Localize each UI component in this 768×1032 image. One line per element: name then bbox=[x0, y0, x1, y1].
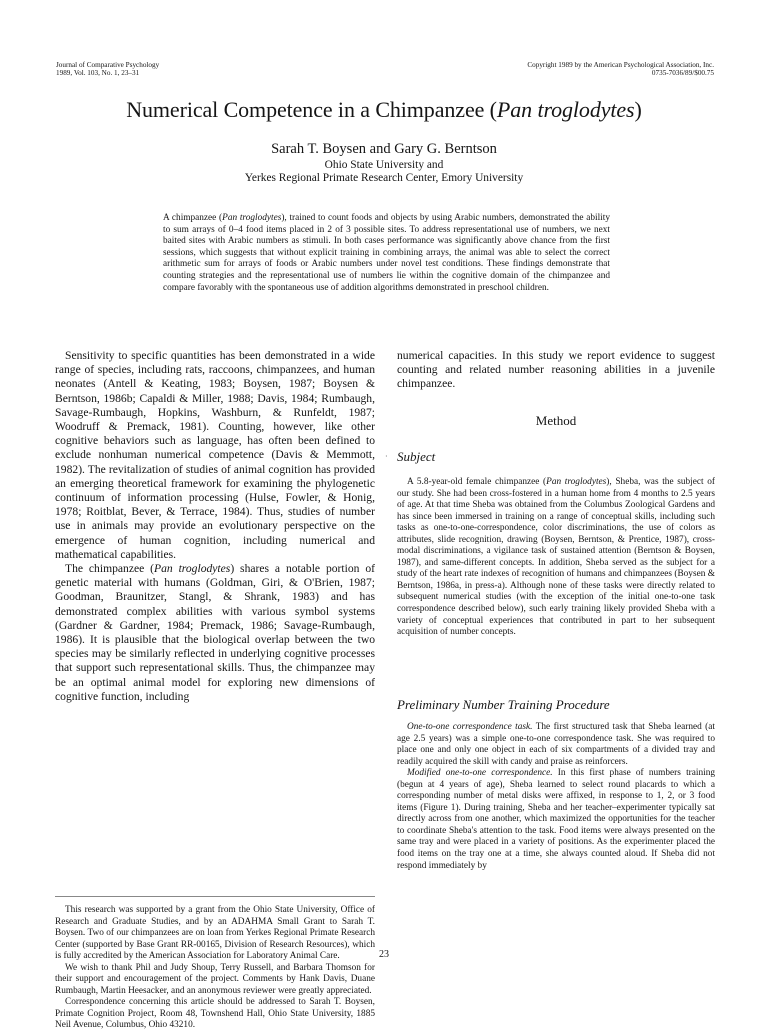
journal-citation bbox=[56, 61, 159, 78]
acknowledgments-note: We wish to thank Phil and Judy Shoup, Terry Russell, and Barbara Thomson for their support and encouragement of the project. Comments by Hank Davis, Duane Rumbaugh, Martin Heesacker, and an anonymous reviewer were greatly appreciated. bbox=[55, 962, 375, 996]
intro-paragraph-2-cont: numerical capacities. In this study we report evidence to suggest counting and related number reasoning abilities in a juvenile chimpanzee. bbox=[397, 349, 715, 391]
modified-one-to-one-paragraph: Modified one-to-one correspondence. In this first phase of numbers training (begun at 4 years of age), Sheba learned to select round placards to which a corresponding number of metal disks were affixed, in response to 1, 2, or 3 food items (Figure 1). During training, Sheba and her teacher–experimenter typically sat directly across from one another, which maximized the opportunities for the teacher to coordinate Sheba's attention to the task. Food items were always presented on the same tray and were placed in a variety of positions. As the experimenter placed the food items on the tray one at a time, she always counted aloud. If Sheba did not respond immediately by bbox=[397, 768, 715, 871]
subject-heading: Subject bbox=[397, 449, 436, 464]
subject-section bbox=[397, 477, 715, 639]
subject-paragraph: A 5.8-year-old female chimpanzee (Pan troglodytes), Sheba, was the subject of our study. She had been cross-fostered in a human home from 4 months to 2.5 years of age. At that time Sheba was obtained from the Columbus Zoological Gardens and has since been immersed in training on a range of conceptual skills, including such tasks as one-to-one-correspondence, color discriminations, the use of colors as attributes, slide recognition, drawing (Boysen, Berntson, & Prentice, 1987), cross-modal discriminations, a vigilance task of sustained attention (Berntson & Boysen, 1987), and same-different concepts. In addition, Sheba served as the subject for a study of the heart rate indexes of recognition of humans and chimpanzees (Boysen & Berntson, 1986a, in press-a). Although none of these tasks were directly related to subsequent numerical studies (with the exception of the initial one-to-one task correspondence described below), such early training likely provided Sheba with a variety of conceptual experiences that contributed in part to her subsequent acquisition of number concepts. bbox=[397, 477, 715, 638]
intro-paragraph-2: The chimpanzee (Pan troglodytes) shares a notable portion of genetic material with humans (Goldman, Giri, & O'Brien, 1987; Goodman, Braunitzer, Stangl, & Shrank, 1983) and has demonstrated complex abilities with various symbol systems (Gardner & Gardner, 1984; Premack, 1986; Savage-Rumbaugh, 1986). It is plausible that the biological overlap between the two species may be similarly reflected in underlying cognitive processes that support such representational skills. Thus, the chimpanzee may be an optimal animal model for exploring new dimensions of cognitive function, including bbox=[55, 562, 375, 703]
article-title: Numerical Competence in a Chimpanzee (Pan troglodytes) bbox=[126, 97, 642, 122]
abstract: A chimpanzee (Pan troglodytes), trained to count foods and objects by using Arabic numbers, demonstrated the ability to sum arrays of 0–4 food items placed in 2 of 3 possible sites. To address representational use of numbers, we next baited sites with Arabic numbers as stimuli. In both cases performance was significantly above chance from the first sessions, which suggests that without explicit training in combining arrays, the animal was able to select the correct arithmetic sum for arrays of foods or Arabic numbers under novel test conditions. These findings demonstrate that counting strategies and the representational use of numbers lie within the cognitive domain of the chimpanzee and compare favorably with the spontaneous use of addition algorithms demonstrated in preschool children. bbox=[163, 213, 610, 293]
author-footnote bbox=[55, 905, 375, 1032]
journal-name: Journal of Comparative Psychology bbox=[56, 61, 160, 69]
species-name: Pan troglodytes bbox=[496, 97, 635, 122]
author-names: Sarah T. Boysen and Gary G. Berntson bbox=[271, 141, 497, 157]
footnote-divider bbox=[55, 896, 375, 897]
one-to-one-paragraph: One-to-one correspondence task. The first structured task that Sheba learned (at age 2.5 years) was a simple one-to-one correspondence task. She was required to place one and only one object in each of six compartments of a divided tray and readily acquired the skill with candy and praise as reinforcers. bbox=[397, 722, 715, 767]
funding-note: This research was supported by a grant from the Ohio State University, Office of Research and Graduate Studies, and by an ADAHMA Small Grant to Sarah T. Boysen. Two of our chimpanzees are on loan from Yerkes Regional Primate Research Center (supported by Base Grant RR-00165, Division of Research Resources), which is fully accredited by the American Association for Laboratory Animal Care. bbox=[55, 905, 375, 962]
copyright-notice bbox=[527, 61, 714, 78]
journal-volume: 1989, Vol. 103, No. 1, 23–31 bbox=[56, 69, 140, 78]
copyright-line: Copyright 1989 by the American Psychological Association, Inc. bbox=[527, 61, 714, 69]
introduction-continuation bbox=[397, 349, 715, 392]
issn-line: 0735-7036/89/$00.75 bbox=[651, 69, 714, 78]
preliminary-training-heading: Preliminary Number Training Procedure bbox=[397, 697, 610, 712]
affiliation-1: Ohio State University and bbox=[324, 159, 444, 171]
page-number: 23 bbox=[379, 949, 389, 960]
method-heading: Method bbox=[535, 413, 577, 428]
preliminary-training-section bbox=[397, 722, 715, 872]
introduction-column bbox=[55, 349, 375, 704]
affiliation-2: Yerkes Regional Primate Research Center, Emory University bbox=[244, 172, 524, 184]
correspondence-note: Correspondence concerning this article should be addressed to Sarah T. Boysen, Primate Cognition Project, Room 48, Townshend Hall, Ohio State University, 1885 Neil Avenue, Columbus, Ohio 43210. bbox=[55, 997, 375, 1031]
intro-paragraph-1: Sensitivity to specific quantities has been demonstrated in a wide range of species, including rats, raccoons, chimpanzees, and human neonates (Antell & Keating, 1983; Boysen, 1987; Boysen & Berntson, 1986b; Capaldi & Miller, 1988; Davis, 1984; Rumbaugh, Savage-Rumbaugh, Hopkins, Washburn, & Runfeldt, 1987; Woodruff & Premack, 1981). Counting, however, like other cognitive behaviors such as language, has often been defined to exclude nonhuman numerical competence (Davis & Memmott, 1982). The revitalization of studies of animal cognition has provided an emerging theoretical framework for examining the phylogenetic continuum of information processing (Hulse, Fowler, & Honig, 1978; Roitblat, Bever, & Terrace, 1984). Thus, studies of number use in animals may provide an evolutionary perspective on the emergence of human cognition, including numerical and mathematical capabilities. bbox=[55, 349, 375, 561]
